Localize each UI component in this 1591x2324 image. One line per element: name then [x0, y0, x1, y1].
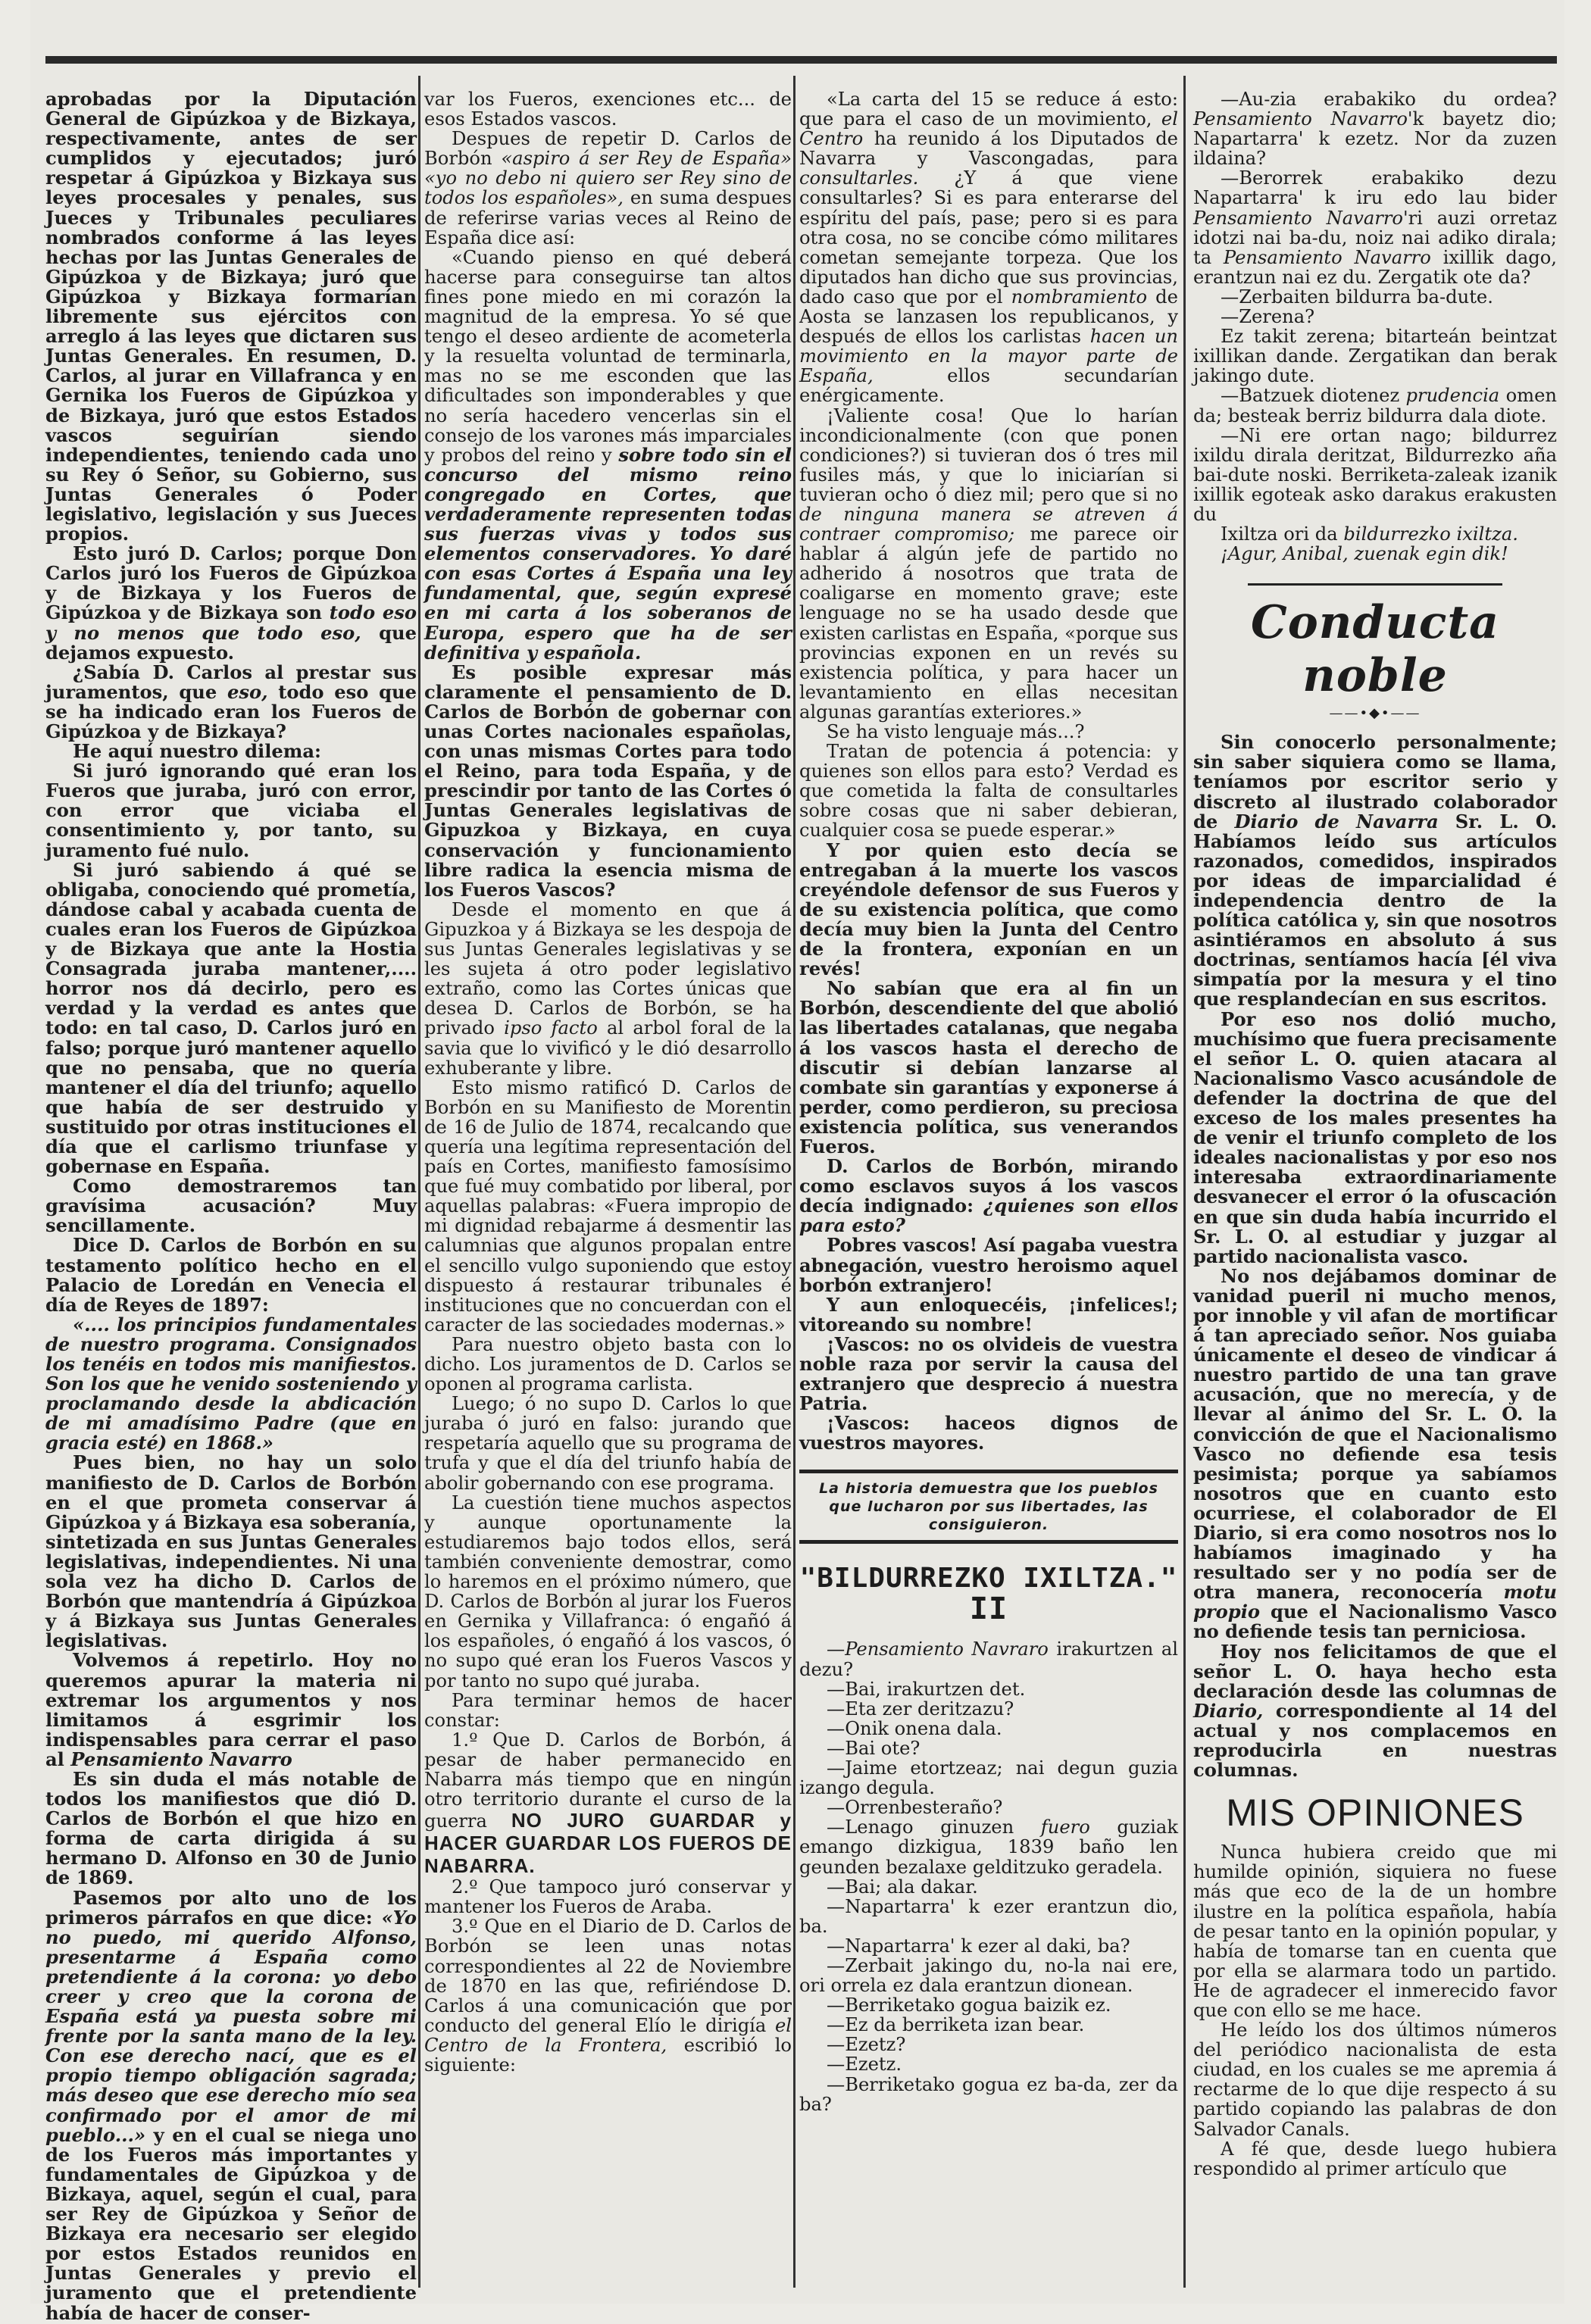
paragraph: Tratan de potencia á potencia: y quienes son ellos para esto? Verdad es que cometida la falta de consultarles sobre cosas que ni saber debieran, cualquier cosa se puede esperar.»: [799, 741, 1178, 842]
newspaper-page: [30, 0, 1564, 2324]
dialogue-line: —Pensamiento Navraro irakurtzen al dezu?: [799, 1638, 1178, 1680]
paragraph: Para terminar hemos de hacer constar:: [424, 1689, 792, 1731]
dialogue-line: Ixiltza ori da bildurrezko ixiltza.: [1221, 523, 1518, 545]
dialogue-line: —Bai ote?: [827, 1737, 921, 1759]
column-divider: [1183, 76, 1186, 2288]
dialogue-line: —Zerbaiten bildurra ba-dute.: [1221, 286, 1493, 308]
paragraph: 2.º Que tampoco juró conservar y mantener los Fueros de Araba.: [424, 1876, 792, 1918]
paragraph: A fé que, desde luego hubiera respondido al primer artículo que: [1193, 2138, 1557, 2179]
paragraph: Pobres vascos! Así pagaba vuestra abnegación, vuestro heroismo aquel borbón extranjero!: [799, 1234, 1179, 1296]
dialogue-line: —Ez da berriketa izan bear.: [827, 2014, 1085, 2036]
dialogue-line: —Eta zer deritzazu?: [827, 1698, 1014, 1720]
paragraph: Hoy nos felicitamos de que el señor L. O. haya hecho esta declaración desde las columnas de Diario, correspondiente al 14 del actual y nos complacemos en reproducirla en nuestras columnas.: [1193, 1640, 1557, 1782]
paragraph: ¡Valiente cosa! Que lo harían incondicionalmente (con que ponen condiciones?) si tuvieran dos ó tres mil fusiles más, y que lo iniciarían si tuvieran ocho ó diez mil; pero que si no de ninguna manera se atreven á contraer compromiso; me parece oir hablar á algún jefe de partido no adherido á nosotros que trata de coaligarse en momento grave; este lenguage no se ha usado desde que existen carlistas en España, «porque sus provincias exponen en un revés su existencia política, y para hacer un levantamiento en ellas necesitan algunas garantías exteriores.»: [799, 405, 1178, 723]
dialogue-line: —Orrenbesteraño?: [827, 1797, 1003, 1819]
dialogue-line: —Bai; ala dakar.: [827, 1876, 978, 1898]
dialogue-line: —Onik onena dala.: [827, 1717, 1002, 1739]
paragraph: Es sin duda el más notable de todos los manifiestos que dió D. Carlos de Borbón el que hizo en forma de carta dirigida á su hermano D. Alfonso en 30 de Junio de 1869.: [45, 1767, 417, 1889]
top-rule: [45, 56, 1557, 64]
paragraph: ¿Sabía D. Carlos al prestar sus juramentos, que eso, todo eso que se ha indicado eran los Fueros de Gipúzkoa y de Bizkaya?: [45, 661, 417, 742]
paragraph: 1.º Que D. Carlos de Borbón, á pesar de haber permanecido en Nabarra más tiempo que en ningún otro territorio durante el curso de la guerra NO JURO GUARDAR y HACER GUARDAR LOS FUEROS DE NABARRA.: [424, 1729, 792, 1878]
quote: «.... los principios fundamentales de nuestro programa. Consignados los tenéis en todos mis manifiestos. Son los que he venido sosteniendo y proclamando desde la abdicación de mi amadísimo Padre (que en gracia esté) en 1868.»: [45, 1313, 417, 1454]
column-3: [799, 89, 1178, 2286]
motto-box: La historia demuestra que los pueblos que lucharon por sus libertades, las consiguieron.: [799, 1470, 1178, 1544]
dialogue-line: —Jaime etortzeaz; nai degun guzia izango degula.: [799, 1757, 1178, 1799]
paragraph: Pasemos por alto uno de los primeros párrafos en que dice: «Yo no puedo, mi querido Alfonso, presentarme á España como pretendiente á la corona: yo debo creer y creo que la corona de España está ya puesta sobre mi frente por la santa mano de la ley. Con ese derecho nací, que es el propio tiempo obligación sagrada; más deseo que ese derecho mío sea confirmado por el amor de mi pueblo...» y en el cual se niega uno de los Fueros más importantes y fundamentales de Gipúzkoa y de Bizkaya, aquel, según el cual, para ser Rey de Gipúzkoa y Señor de Bizkaya era necesario ser elegido por estos Estados reunidos en Juntas Generales y previo el juramento que el pretendiente había de hacer de conser-: [45, 1886, 417, 2324]
paragraph: Es posible expresar más claramente el pensamiento de D. Carlos de Borbón de gobernar con unas Cortes nacionales españolas, con unas mismas Cortes para todo el Reino, para toda España, y de prescindir por tanto de las Cortes ó Juntas Generales legislativas de Gipuzkoa y Bizkaya, en cuya conservación y funcionamiento libre radica la esencia misma de los Fueros Vascos?: [424, 661, 792, 901]
dialogue-line: —Napartarra' k ezer al daki, ba?: [827, 1935, 1130, 1957]
paragraph: aprobadas por la Diputación General de Gipúzkoa y de Bizkaya, respectivamente, antes de ser cumplidos y ejecutados; juró respetar á Gipúzkoa y Bizkaya sus leyes procesales y penales, sus Jueces y Tribunales peculiares nombrados conforme á las leyes hechas por las Juntas Generales de Gipúzkoa y de Bizkaya; juró que Gipúzkoa y Bizkaya formarían libremente sus ejércitos con arreglo á las leyes que dictaren sus Juntas Generales. En resumen, D. Carlos, al jurar en Villafranca y en Gernika los Fueros de Gipúzkoa y de Bizkaya, juró que estos Estados vascos seguirían siendo independientes, teniendo cada uno su Rey ó Señor, su Gobierno, sus Juntas Generales ó Poder legislativo, legislación y sus Jueces propios.: [45, 88, 417, 545]
paragraph: Por eso nos dolió mucho, muchísimo que fuera precisamente el señor L. O. quien atacara al Nacionalismo Vasco acusándole de defender la doctrina de que del exceso de los males presentes ha de venir el triunfo completo de los ideales nacionalistas y por eso nos interesaba extraordinariamente desvanecer el error ó la ofuscación en que sin duda había incurrido el Sr. L. O. al estudiar y juzgar al partido nacionalista vasco.: [1193, 1007, 1557, 1267]
dialogue-line: —Berriketako gogua ez ba-da, zer da ba?: [799, 2073, 1178, 2115]
paragraph: Esto mismo ratificó D. Carlos de Borbón en su Manifiesto de Morentin de 16 de Julio de 1874, recalcando que quería una legítima representación del país en Cortes, manifiesto famosísimo que fué muy combatido por liberal, por aquellas palabras: «Fuera impropio de mi dignidad rebajarme á desmentir las calumnias que algunos propalan entre el sencillo vulgo suponiendo que estoy dispuesto á restaurar tribunales é instituciones que no concuerdan con el caracter de las sociedades modernas.»: [424, 1076, 792, 1335]
ornament-divider: ——•◆•——: [1329, 705, 1421, 722]
dialogue-line: —Berorrek erabakiko dezu Napartarra' k iru edo lau bider Pensamiento Navarro'ri auzi orretaz idotzi nai ba-du, noiz nai adiko dirala; ta Pensamiento Navarro ixillik dago, erantzun nai ez du. Zergatik ote da?: [1193, 167, 1557, 288]
paragraph: Y por quien esto decía se entregaban á la muerte los vascos creyéndole defensor de sus Fueros y de su existencia política, que como decía muy bien la Junta del Centro de la frontera, exponían en un revés!: [799, 839, 1178, 980]
paragraph: He leído los dos últimos números del periódico nacionalista de esta ciudad, en los cuales se me apremia á rectarme de lo que dije respecto á su partido copiando las palabras de don Salvador Canals.: [1193, 2019, 1557, 2140]
paragraph: He aquí nuestro dilema:: [73, 740, 321, 763]
paragraph: ¡Vascos: haceos dignos de vuestros mayores.: [799, 1412, 1178, 1454]
dialogue-line: —Ni ere ortan nago; bildurrez ixildu dirala deritzat, Bildurrezko aña bai-dute noski. Berriketa-zaleak izanik ixillik egoteak asko darakus erakusten du: [1193, 424, 1557, 525]
dialogue-line: —Batzuek diotenez prudencia omen da; besteak berriz bildurra dala diote.: [1193, 385, 1557, 426]
quote: «La carta del 15 se reduce á esto: que para el caso de un movimiento, el Centro ha reunido á los Diputados de Navarra y Vascongadas, para consultarles. ¿Y á que viene consultarles? Si es para enterarse del espíritu del país, pase; pero si es para otra cosa, no se concibe cómo militares cometan semejante torpeza. Que los diputados han dicho que sus provincias, dado caso que por el nombramiento de Aosta se lanzasen los republicanos, y después de ellos los carlistas hacen un movimiento en la mayor parte de España, ellos secundarían enérgicamente.: [799, 89, 1178, 407]
paragraph: Despues de repetir D. Carlos de Borbón «aspiro á ser Rey de España» «yo no debo ni quiero ser Rey sino de todos los españoles», en suma despues de referirse varias veces al Reino de España dice así:: [424, 128, 792, 248]
column-divider: [418, 76, 420, 2288]
paragraph: var los Fueros, exenciones etc... de esos Estados vascos.: [424, 89, 792, 130]
section-heading: "BILDURREZKO IXILTZA." II: [799, 1563, 1178, 1627]
section-heading: MIS OPINIONES: [1226, 1791, 1524, 1835]
ornament-rule: [1248, 583, 1502, 586]
article-body: [1193, 732, 1557, 1780]
column-1: [45, 88, 417, 2324]
dialogue-line: —Ezetz?: [827, 2034, 906, 2056]
paragraph: Para nuestro objeto basta con lo dicho. Los juramentos de D. Carlos se oponen al programa carlista.: [424, 1333, 792, 1395]
paragraph: Y aun enloquecéis, ¡infelices!; vitoreando su nombre!: [799, 1293, 1178, 1335]
paragraph: No sabían que era al fin un Borbón, descendiente del que abolió las libertades catalanas, que negaba á los vascos hasta el derecho de discutir si debían lanzarse al combate sin garantías y exponerse á perder, como perdieron, su preciosa existencia política, sus venerandos Fueros.: [799, 977, 1178, 1157]
column-divider: [793, 76, 796, 2288]
column-2: [424, 89, 792, 2286]
paragraph: Dice D. Carlos de Borbón en su testamento político hecho en el Palacio de Loredán en Venecia el día de Reyes de 1897:: [45, 1234, 417, 1316]
dialogue-line: ¡Agur, Anibal, zuenak egin dik!: [1221, 543, 1508, 565]
paragraph: Esto juró D. Carlos; porque Don Carlos juró los Fueros de Gipúzkoa y de Bizkaya y los Fueros de Gipúzkoa y de Bizkaya son todo eso y no menos que todo eso, que dejamos expuesto.: [45, 542, 417, 664]
dialogue-line: Ez takit zerena; bitarteán beintzat ixillikan dande. Zergatikan dan berak jakingo dute.: [1193, 326, 1557, 387]
emphasis-heading: NO JURO GUARDAR y HACER GUARDAR LOS FUEROS DE NABARRA.: [424, 1809, 792, 1878]
dialogue-line: —Au-zia erabakiko du ordea? Pensamiento Navarro'k bayetz dio; Napartarra' k ezetz. Nor da zuzen ildaina?: [1193, 89, 1557, 170]
dialogue-line: —Ezetz.: [827, 2054, 902, 2076]
dialogue-line: —Bai, irakurtzen det.: [827, 1678, 1026, 1700]
paragraph: Como demostraremos tan gravísima acusación? Muy sencillamente.: [45, 1175, 417, 1237]
paragraph: Desde el momento en que á Gipuzkoa y á Bizkaya se les despoja de sus Juntas Generales legislativas y se les sujeta á otro poder legislativo extraño, como las Cortes únicas que desea D. Carlos de Borbón, se ha privado ipso facto al arbol foral de la savia que lo vivificó y le dió desarrollo exhuberante y libre.: [424, 898, 792, 1079]
column-4: [1193, 89, 1557, 2286]
quote: «Cuando pienso en qué deberá hacerse para conseguirse tan altos fines pone miedo en mi corazón la magnitud de la empresa. Yo sé que tengo el deseo ardiente de acometerla y la resuelta voluntad de terminarla, mas no se me esconden que las dificultades son imponderables y que no sería hacedero vencerlas sin el consejo de los varones más imparciales y probos del reino y sobre todo sin el concurso del mismo reino congregado en Cortes, que verdaderamente representen todas sus fuerzas vivas y todos sus elementos conservadores. Yo daré con esas Cortes á España una ley fundamental, que, según expresé en mi carta á los soberanos de Europa, espero que ha de ser definitiva y española.: [424, 246, 792, 664]
dialogue-line: —Berriketako gogua baizik ez.: [827, 1994, 1111, 2016]
dialogue-line: —Zerbait jakingo du, no-la nai ere, ori orrela ez dala erantzun dionean.: [799, 1954, 1178, 1997]
paragraph: Nunca hubiera creido que mi humilde opinión, siquiera no fuese más que eco de la de un hombre ilustre en la política española, había de pesar tanto en la opinión popular, y había de tomarse tan en cuenta que por ella se alarmara todo un partido. He de agradecer el inmerecido favor que con ello se me hace.: [1193, 1841, 1557, 2021]
paragraph: Si juró ignorando qué eran los Fueros que juraba, juró con error, con error que viciaba el consentimiento y, por tanto, su juramento fué nulo.: [45, 760, 417, 861]
paragraph: Si juró sabiendo á qué se obligaba, conociendo qué prometía, dándose cabal y acabada cuenta de cuales eran los Fueros de Gipúzkoa y de Bizkaya que ante la Hostia Consagrada juraba mantener,.... horror nos dá decirlo, pero es verdad y la verdad es antes que todo: en tal caso, D. Carlos juró en falso; porque juró mantener aquello que no pensaba, que no quería mantener el día del triunfo; aquello que había de ser destruido y sustituido por otras instituciones el día que el carlismo triunfase y gobernase en España.: [45, 858, 417, 1178]
paragraph: La cuestión tiene muchos aspectos y aunque oportunamente la estudiaremos bajo todos ellos, será también conveniente demostrar, como lo haremos en el próximo número, que D. Carlos de Borbón al jurar los Fueros en Gernika y Villafranca: ó engañó á los españoles, ó engañó á los vascos, ó no supo qué eran los Fueros Vascos y por tanto no supo qué juraba.: [424, 1492, 792, 1691]
paragraph: Luego; ó no supo D. Carlos lo que juraba ó juró en falso: jurando que respetaría aquello que su programa de trufa y que el día del triunfo había de abolir gobernando con ese programa.: [424, 1393, 792, 1494]
paragraph: Se ha visto lenguaje más...?: [827, 721, 1085, 742]
dialogue-line: —Lenago ginuzen fuero guziak emango dizkigua, 1839 baño len geunden bezalaxe gelditzuko geradela.: [799, 1816, 1178, 1878]
paragraph: D. Carlos de Borbón, mirando como esclavos suyos á los vascos decía indignado: ¿quienes son ellos para esto?: [799, 1155, 1178, 1237]
paragraph: Volvemos á repetirlo. Hoy no queremos apurar la materia ni extremar los argumentos y nos limitamos á esgrimir los indispensables para cerrar el paso al Pensamiento Navarro: [45, 1649, 417, 1770]
paragraph: Pues bien, no hay un solo manifiesto de D. Carlos de Borbón en el que prometa conservar á Gipúzkoa y á Bizkaya esa soberanía, sintetizada en sus Juntas Generales legislativas, independientes. Ni una sola vez ha dicho D. Carlos de Borbón que mantendría á Gipúzkoa y á Bizkaya sus Juntas Generales legislativas.: [45, 1451, 417, 1652]
paragraph: 3.º Que en el Diario de D. Carlos de Borbón se leen unas notas correspondientes al 22 de Noviembre de 1870 en las que, refiriéndose D. Carlos á una comunicación que por conducto del general Elío le dirigía el Centro de la Frontera, escribió lo siguiente:: [424, 1916, 792, 2076]
paragraph: No nos dejábamos dominar de vanidad pueril ni mucho menos, por innoble y vil afan de mortificar á tan apreciado señor. Nos guiaba únicamente el deseo de vindicar á nuestro partido de una tan grave acusación, que no merecía, y de llevar al ánimo del Sr. L. O. la convicción de que el Nacionalismo Vasco no defiende esa tesis pesimista; porque ya sabíamos nosotros que en cuanto esto ocurriese, el colaborador de El Diario, si era como nosotros nos lo habíamos imaginado y ha resultado ser y no podía ser de otra manera, reconocería motu propio que el Nacionalismo Vasco no defiende tesis tan perniciosa.: [1193, 1264, 1558, 1643]
section-heading: Conducta noble: [1250, 596, 1500, 703]
paragraph: Sin conocerlo personalmente; sin saber siquiera como se llama, teníamos por escritor serio y discreto al ilustrado colaborador de Diario de Navarra Sr. L. O. Habíamos leído sus artículos razonados, comedidos, inspirados por ideas de imparcialidad é independencia dentro de la política católica y, sin que nosotros asintiéramos en absoluto á sus doctrinas, sentíamos hacía [él viva simpatía por la mesura y el tino que resplandecían en sus escritos.: [1193, 731, 1558, 1011]
paragraph: ¡Vascos: no os olvideis de vuestra noble raza por servir la causa del extranjero que desprecio á nuestra Patria.: [799, 1332, 1178, 1415]
dialogue-line: —Napartarra' k ezer erantzun dio, ba.: [799, 1895, 1178, 1937]
dialogue-line: —Zerena?: [1221, 306, 1315, 328]
